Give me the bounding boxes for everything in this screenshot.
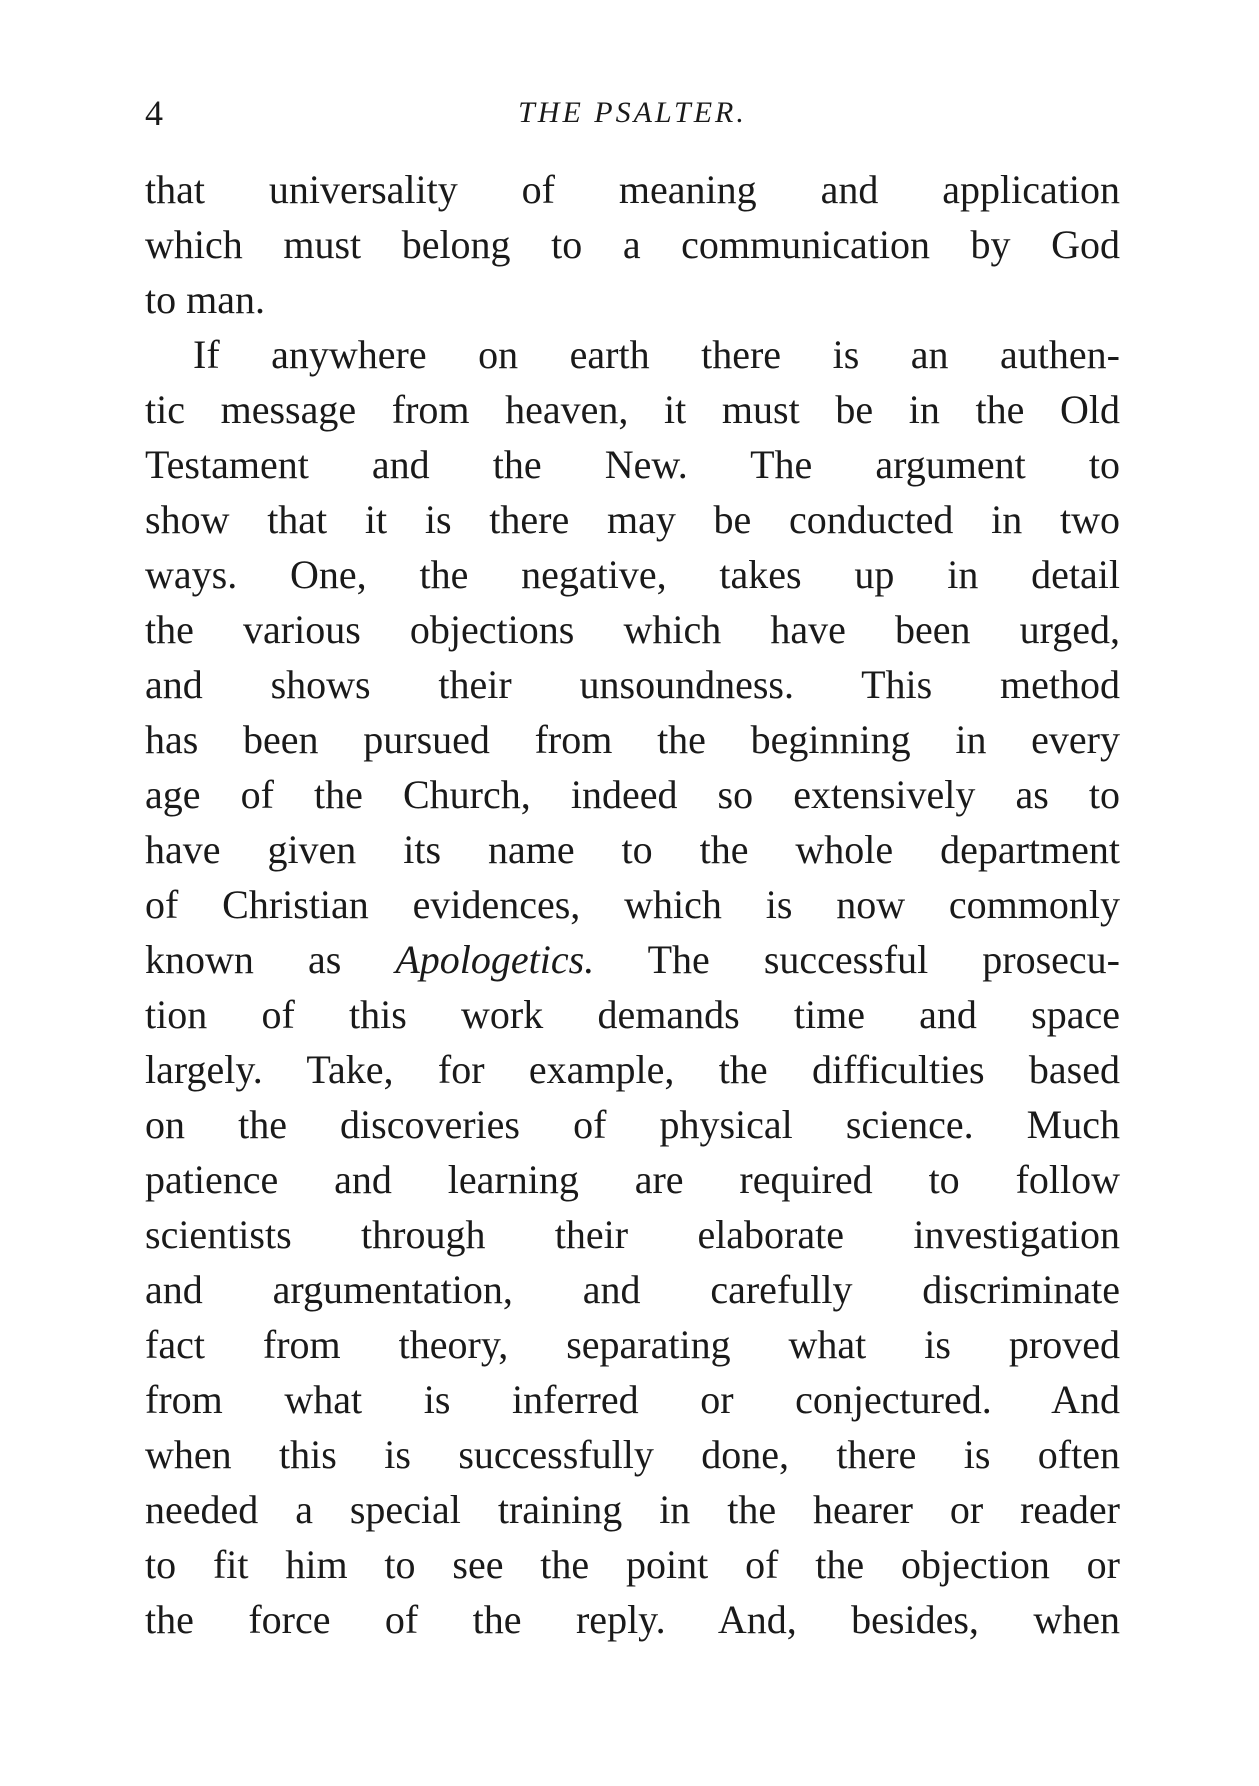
text-line: tion of this work demands time and space <box>145 992 1120 1037</box>
page-number: 4 <box>145 93 163 133</box>
paragraph-1 <box>145 162 1120 327</box>
text-fragment: known as <box>145 937 396 982</box>
text-line: when this is successfully done, there is often <box>145 1432 1120 1477</box>
text-line: Testament and the New. The argument to <box>145 442 1120 487</box>
text-line: and shows their unsoundness. This method <box>145 662 1120 707</box>
text-line: has been pursued from the beginning in every <box>145 717 1120 762</box>
text-line: the various objections which have been urged, <box>145 607 1120 652</box>
text-line: show that it is there may be conducted in two <box>145 497 1120 542</box>
text-line: and argumentation, and carefully discriminate <box>145 1267 1120 1312</box>
text-line: fact from theory, separating what is proved <box>145 1322 1120 1367</box>
text-line: If anywhere on earth there is an authen- <box>193 332 1120 377</box>
text-line: largely. Take, for example, the difficulties based <box>145 1047 1120 1092</box>
text-line: on the discoveries of physical science. Much <box>145 1102 1120 1147</box>
text-line: ways. One, the negative, takes up in detail <box>145 552 1120 597</box>
text-line: tic message from heaven, it must be in the Old <box>145 387 1120 432</box>
paragraph-2 <box>145 327 1120 1647</box>
running-title: THE PSALTER. <box>518 96 747 129</box>
text-line: from what is inferred or conjectured. And <box>145 1377 1120 1422</box>
text-line: needed a special training in the hearer or reader <box>145 1487 1120 1532</box>
text-line-apologetics <box>145 932 1120 987</box>
apologetics-term: Apologetics. <box>395 937 595 982</box>
text-line: have given its name to the whole department <box>145 827 1120 872</box>
text-fragment: The successful prosecu- <box>594 937 1120 982</box>
text-line: age of the Church, indeed so extensively as to <box>145 772 1120 817</box>
text-line: which must belong to a communication by God <box>145 222 1120 267</box>
text-line: to man. <box>145 277 265 322</box>
text-line: that universality of meaning and application <box>145 167 1120 212</box>
body-text <box>145 162 1120 1647</box>
text-line: patience and learning are required to follow <box>145 1157 1120 1202</box>
text-line: the force of the reply. And, besides, when <box>145 1597 1120 1642</box>
text-line: of Christian evidences, which is now commonly <box>145 882 1120 927</box>
text-line: to fit him to see the point of the objection or <box>145 1542 1120 1587</box>
text-line: scientists through their elaborate investigation <box>145 1212 1120 1257</box>
running-head <box>145 88 1120 138</box>
